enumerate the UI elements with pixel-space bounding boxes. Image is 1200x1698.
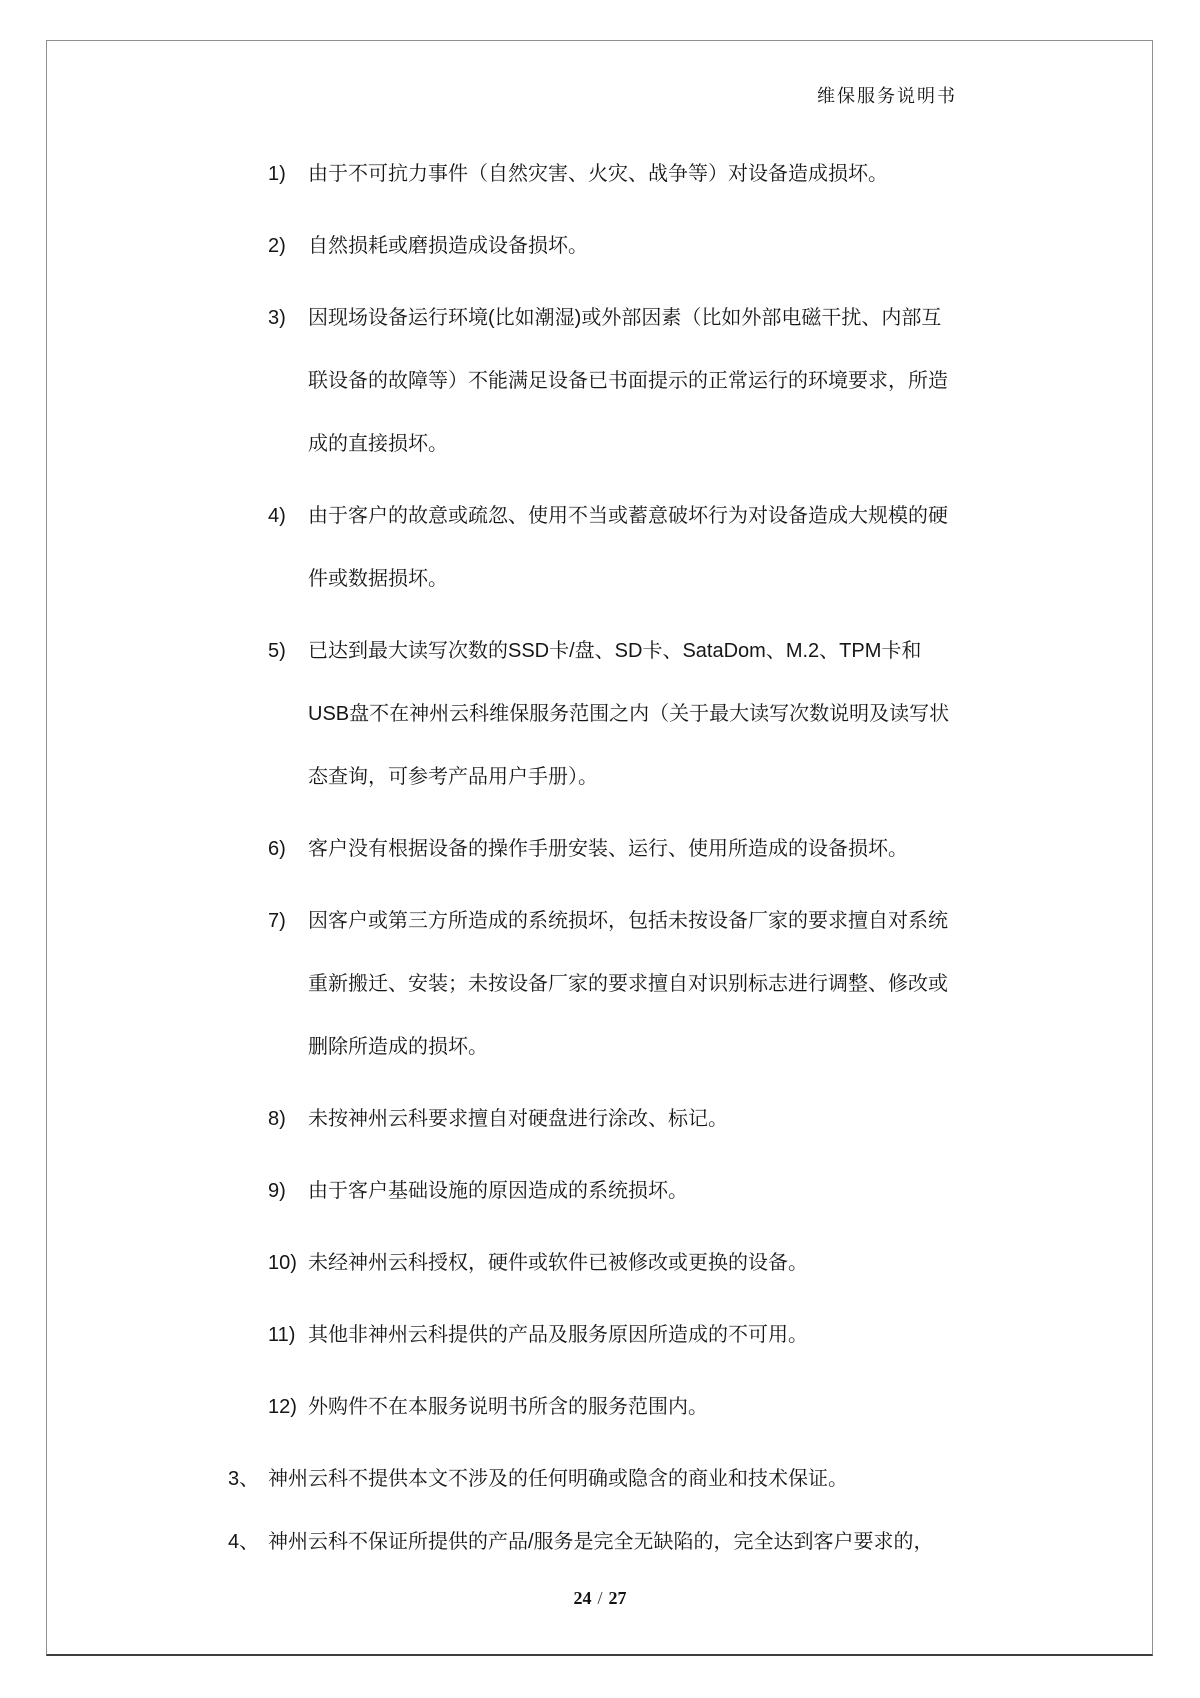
item-number: 4、 — [228, 1531, 260, 1553]
list-item — [0, 1376, 1200, 1439]
item-text: 神州云科不提供本文不涉及的任何明确或隐含的商业和技术保证。 — [268, 1468, 848, 1490]
item-text: 由于客户基础设施的原因造成的系统损坏。 — [308, 1180, 688, 1202]
item-text: 未按神州云科要求擅自对硬盘进行涂改、标记。 — [308, 1108, 728, 1130]
list-item — [0, 1304, 1200, 1367]
sub-numbered-list — [0, 143, 1200, 1439]
item-text: 未经神州云科授权，硬件或软件已被修改或更换的设备。 — [308, 1252, 808, 1274]
list-item — [0, 1088, 1200, 1151]
list-item — [0, 485, 1200, 611]
list-item — [0, 215, 1200, 278]
item-text: 神州云科不保证所提供的产品/服务是完全无缺陷的，完全达到客户要求的， — [268, 1531, 934, 1553]
list-item — [0, 1448, 1200, 1511]
list-item — [0, 287, 1200, 476]
page-footer — [0, 1588, 1200, 1609]
item-text: 由于客户的故意或疏忽、使用不当或蓄意破坏行为对设备造成大规模的硬 件或数据损坏。 — [308, 505, 948, 590]
item-number: 7) — [268, 910, 286, 932]
item-number: 11) — [268, 1324, 296, 1346]
item-text: 其他非神州云科提供的产品及服务原因所造成的不可用。 — [308, 1324, 808, 1346]
item-number: 4) — [268, 505, 286, 527]
page-number-current: 24 — [573, 1588, 592, 1608]
document-body — [0, 143, 1200, 1574]
item-text: 客户没有根据设备的操作手册安装、运行、使用所造成的设备损坏。 — [308, 838, 908, 860]
item-number: 10) — [268, 1252, 297, 1274]
item-text: 外购件不在本服务说明书所含的服务范围内。 — [308, 1396, 708, 1418]
item-text: 自然损耗或磨损造成设备损坏。 — [308, 235, 588, 257]
list-item — [0, 1511, 1200, 1574]
item-number: 3、 — [228, 1468, 260, 1490]
item-text: 因现场设备运行环境(比如潮湿)或外部因素（比如外部电磁干扰、内部互 联设备的故障等）不能满足设备已书面提示的正常运行的环境要求，所造 成的直接损坏。 — [308, 307, 948, 455]
item-text: 由于不可抗力事件（自然灾害、火灾、战争等）对设备造成损坏。 — [308, 163, 888, 185]
list-item — [0, 818, 1200, 881]
page-number-total: 27 — [608, 1588, 627, 1608]
main-numbered-list — [0, 1448, 1200, 1574]
item-number: 1) — [268, 163, 286, 185]
item-number: 3) — [268, 307, 286, 329]
list-item — [0, 620, 1200, 809]
list-item — [0, 890, 1200, 1079]
list-item — [0, 1160, 1200, 1223]
item-text: 因客户或第三方所造成的系统损坏，包括未按设备厂家的要求擅自对系统 重新搬迁、安装；未按设备厂家的要求擅自对识别标志进行调整、修改或 删除所造成的损坏。 — [308, 910, 948, 1058]
list-item — [0, 1232, 1200, 1295]
list-item — [0, 143, 1200, 206]
item-number: 8) — [268, 1108, 286, 1130]
item-number: 9) — [268, 1180, 286, 1202]
item-number: 2) — [268, 235, 286, 257]
item-number: 6) — [268, 838, 286, 860]
item-number: 12) — [268, 1396, 297, 1418]
page-number-separator: / — [597, 1588, 603, 1608]
item-number: 5) — [268, 640, 286, 662]
document-header-title: 维保服务说明书 — [817, 86, 957, 106]
item-text: 已达到最大读写次数的SSD卡/盘、SD卡、SataDom、M.2、TPM卡和 USB盘不在神州云科维保服务范围之内（关于最大读写次数说明及读写状 态查询，可参考产品用户手册）。 — [308, 640, 950, 788]
